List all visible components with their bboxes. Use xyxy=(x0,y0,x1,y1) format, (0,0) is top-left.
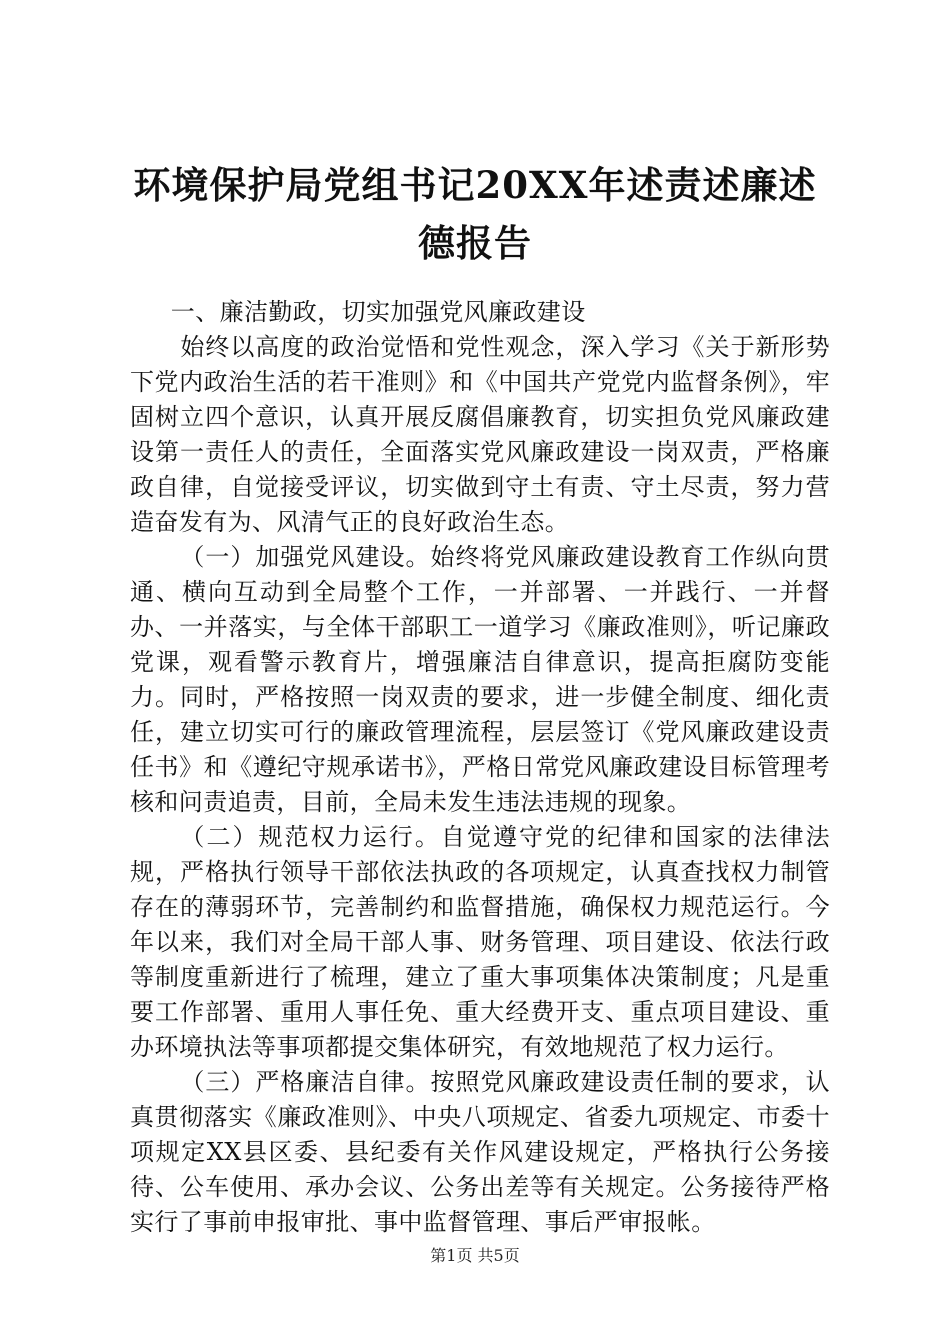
paragraph: （三）严格廉洁自律。按照党风廉政建设责任制的要求，认真贯彻落实《廉政准则》、中央八项规定、省委九项规定、市委十项规定XX县区委、县纪委有关作风建设规定，严格执行公务接待、公车使用、承办会议、公务出差等有关规定。公务接待严格实行了事前申报审批、事中监督管理、事后严审报帐。 xyxy=(130,1068,830,1236)
document-body xyxy=(130,295,830,1240)
section-heading: 一、廉洁勤政，切实加强党风廉政建设 xyxy=(170,298,586,326)
document-title: 环境保护局党组书记20XX年述责述廉述德报告 xyxy=(133,163,817,265)
paragraph: （一）加强党风建设。始终将党风廉政建设教育工作纵向贯通、横向互动到全局整个工作，一并部署、一并践行、一并督办、一并落实，与全体干部职工一道学习《廉政准则》，听记廉政党课，观看警示教育片，增强廉洁自律意识，提高拒腐防变能力。同时，严格按照一岗双责的要求，进一步健全制度、细化责任，建立切实可行的廉政管理流程，层层签订《党风廉政建设责任书》和《遵纪守规承诺书》，严格日常党风廉政建设目标管理考核和问责追责，目前，全局未发生违法违规的现象。 xyxy=(130,543,830,816)
paragraph: 始终以高度的政治觉悟和党性观念，深入学习《关于新形势下党内政治生活的若干准则》和《中国共产党党内监督条例》，牢固树立四个意识，认真开展反腐倡廉教育，切实担负党风廉政建设第一责任人的责任，全面落实党风廉政建设一岗双责，严格廉政自律，自觉接受评议，切实做到守土有责、守土尽责，努力营造奋发有为、风清气正的良好政治生态。 xyxy=(130,333,830,536)
page-footer: 第1页 共5页 xyxy=(430,1246,520,1265)
paragraph: （二）规范权力运行。自觉遵守党的纪律和国家的法律法规，严格执行领导干部依法执政的各项规定，认真查找权力制管存在的薄弱环节，完善制约和监督措施，确保权力规范运行。今年以来，我们对全局干部人事、财务管理、项目建设、依法行政等制度重新进行了梳理，建立了重大事项集体决策制度；凡是重要工作部署、重用人事任免、重大经费开支、重点项目建设、重办环境执法等事项都提交集体研究，有效地规范了权力运行。 xyxy=(130,823,830,1061)
